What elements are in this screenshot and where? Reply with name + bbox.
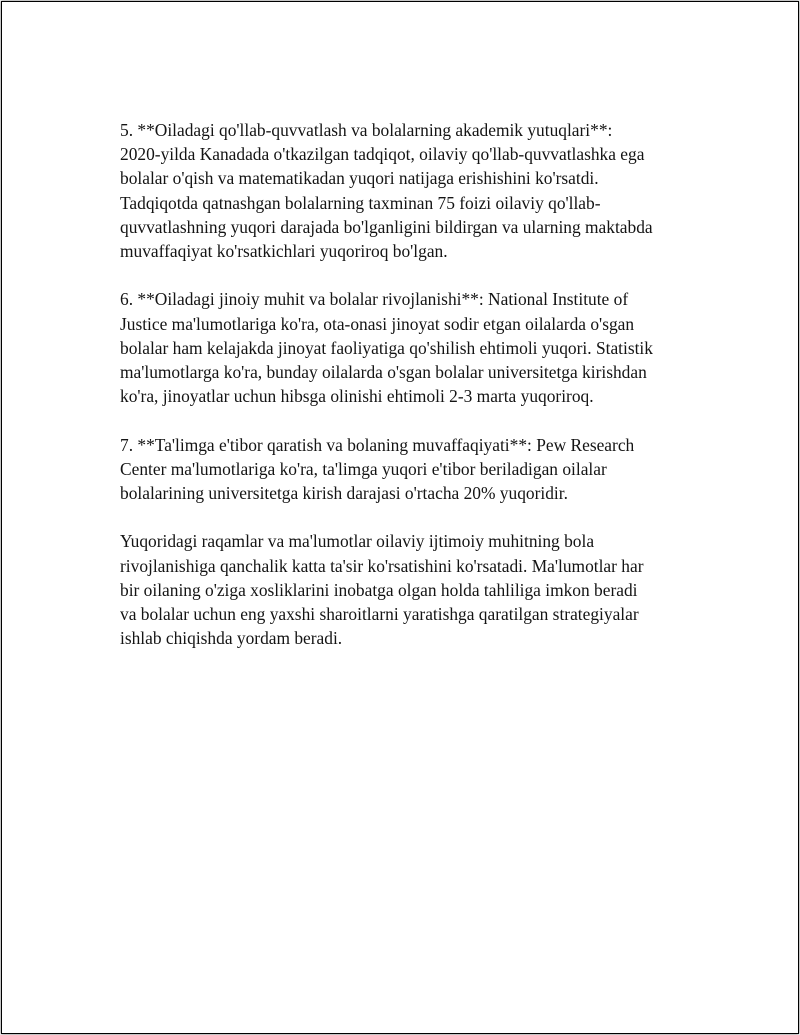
text-line: muvaffaqiyat ko'rsatkichlari yuqoriroq bo'lgan.: [120, 241, 448, 262]
paragraph-conclusion: [120, 529, 690, 650]
text-line: ma'lumotlarga ko'ra, bunday oilalarda o'sgan bolalar universitetga kirishdan: [120, 362, 647, 383]
text-line: bolalar ham kelajakda jinoyat faoliyatiga qo'shilish ehtimoli yuqori. Statistik: [120, 337, 653, 358]
text-line: Justice ma'lumotlariga ko'ra, ota-onasi jinoyat sodir etgan oilalarda o'sgan: [120, 313, 635, 334]
text-line: 7. **Ta'limga e'tibor qaratish va bolaning muvaffaqiyati**: Pew Research: [120, 434, 635, 455]
document-body: [120, 118, 690, 675]
text-line: Yuqoridagi raqamlar va ma'lumotlar oilaviy ijtimoiy muhitning bola: [120, 531, 595, 552]
text-line: ishlab chiqishda yordam beradi.: [120, 628, 343, 649]
text-line: 6. **Oiladagi jinoiy muhit va bolalar rivojlanishi**: National Institute of: [120, 289, 629, 310]
text-line: quvvatlashning yuqori darajada bo'lganligini bildirgan va ularning maktabda: [120, 216, 653, 237]
text-line: 5. **Oiladagi qo'llab-quvvatlash va bolalarning akademik yutuqlari**:: [120, 120, 613, 140]
text-line: bolalarining universitetga kirish darajasi o'rtacha 20% yuqoridir.: [120, 483, 568, 504]
text-line: 2020-yilda Kanadada o'tkazilgan tadqiqot, oilaviy qo'llab-quvvatlashka ega: [120, 144, 645, 165]
text-line: va bolalar uchun eng yaxshi sharoitlarni yaratishga qaratilgan strategiyalar: [120, 604, 639, 625]
text-line: ko'ra, jinoyatlar uchun hibsga olinishi ehtimoli 2-3 marta yuqoriroq.: [120, 386, 594, 407]
text-line: rivojlanishiga qanchalik katta ta'sir ko'rsatishini ko'rsatadi. Ma'lumotlar har: [120, 555, 644, 576]
text-line: bir oilaning o'ziga xosliklarini inobatga olgan holda tahliliga imkon beradi: [120, 579, 638, 600]
text-line: Center ma'lumotlariga ko'ra, ta'limga yuqori e'tibor beriladigan oilalar: [120, 458, 607, 479]
text-line: bolalar o'qish va matematikadan yuqori natijaga erishishini ko'rsatdi.: [120, 168, 599, 189]
paragraph-criminal-environment: [120, 287, 690, 408]
paragraph-family-support: [120, 118, 690, 263]
document-page: [1, 1, 799, 1034]
paragraph-education-focus: [120, 433, 690, 506]
text-line: Tadqiqotda qatnashgan bolalarning taxminan 75 foizi oilaviy qo'llab-: [120, 192, 601, 213]
